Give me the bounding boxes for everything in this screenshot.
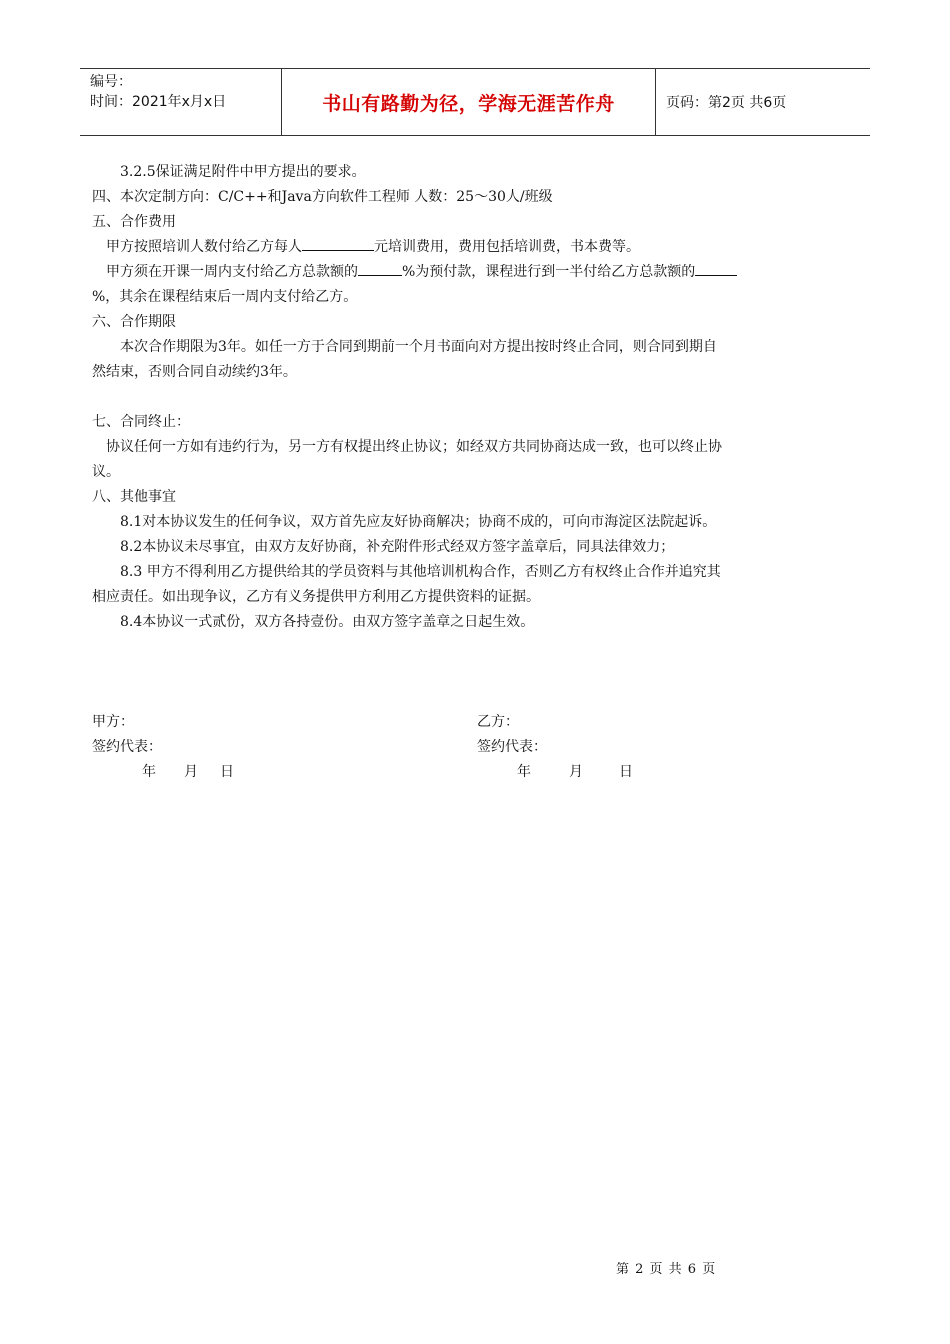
prepay-text-b: %为预付款，课程进行到一半付给乙方总款额的 bbox=[402, 264, 696, 280]
fee-amount-blank bbox=[302, 236, 374, 251]
party-a-date bbox=[92, 760, 234, 785]
contract-body bbox=[92, 160, 854, 635]
party-a-label: 甲方： bbox=[92, 714, 134, 730]
section-5-heading: 五、合作费用 bbox=[92, 214, 176, 230]
header-page-info: 页码：第2页 共6页 bbox=[666, 95, 787, 111]
fee-per-person-line bbox=[92, 235, 854, 260]
clause-8-1: 8.1对本协议发生的任何争议，双方首先应友好协商解决；协商不成的，可向市海淀区法院起诉。 bbox=[120, 514, 717, 530]
party-b-rep-label: 签约代表： bbox=[477, 739, 547, 755]
party-a-rep-label: 签约代表： bbox=[92, 739, 162, 755]
party-b-date bbox=[477, 760, 633, 785]
prepayment-line-cont: %，其余在课程结束后一周内支付给乙方。 bbox=[92, 289, 358, 305]
header-meta bbox=[80, 69, 282, 135]
document-time: 时间：2021年x月x日 bbox=[90, 94, 227, 110]
page-header bbox=[80, 68, 870, 136]
clause-8-4: 8.4本协议一式贰份，双方各持壹份。由双方签字盖章之日起生效。 bbox=[120, 614, 535, 630]
day-label: 日 bbox=[619, 764, 633, 780]
term-text-1: 本次合作期限为3年。如任一方于合同到期前一个月书面向对方提出按时终止合同，则合同到期自 bbox=[120, 339, 717, 355]
page-footer: 第 2 页 共 6 页 bbox=[616, 1262, 717, 1277]
party-a-signature bbox=[92, 710, 234, 785]
section-6-heading: 六、合作期限 bbox=[92, 314, 176, 330]
month-label: 月 bbox=[569, 764, 583, 780]
year-label: 年 bbox=[142, 764, 156, 780]
spacer bbox=[92, 385, 854, 410]
prepayment-line bbox=[92, 260, 854, 285]
prepay-text-a: 甲方须在开课一周内支付给乙方总款额的 bbox=[106, 264, 358, 280]
prepay-percent-blank bbox=[358, 261, 402, 276]
header-motto: 书山有路勤为径，学海无涯苦作舟 bbox=[282, 69, 656, 135]
clause-8-3-a: 8.3 甲方不得利用乙方提供给其的学员资料与其他培训机构合作，否则乙方有权终止合作并追究其 bbox=[120, 564, 721, 580]
termination-text-1: 协议任何一方如有违约行为，另一方有权提出终止协议；如经双方共同协商达成一致，也可以终止协 bbox=[106, 439, 722, 455]
term-text-2: 然结束，否则合同自动续约3年。 bbox=[92, 364, 297, 380]
document-number-label: 编号： bbox=[90, 74, 132, 90]
clause-8-3-b: 相应责任。如出现争议，乙方有义务提供甲方利用乙方提供资料的证据。 bbox=[92, 589, 540, 605]
day-label: 日 bbox=[220, 764, 234, 780]
section-8-heading: 八、其他事宜 bbox=[92, 489, 176, 505]
year-label: 年 bbox=[517, 764, 531, 780]
clause-3-2-5: 3.2.5保证满足附件中甲方提出的要求。 bbox=[120, 164, 366, 180]
midpay-percent-blank bbox=[695, 261, 737, 276]
month-label: 月 bbox=[184, 764, 198, 780]
section-4-direction: 四、本次定制方向：C/C++和Java方向软件工程师 人数：25～30人/班级 bbox=[92, 189, 553, 205]
section-7-heading: 七、合同终止： bbox=[92, 414, 190, 430]
party-b-signature bbox=[477, 710, 633, 785]
termination-text-2: 议。 bbox=[92, 464, 120, 480]
fee-text-b: 元培训费用，费用包括培训费，书本费等。 bbox=[374, 239, 640, 255]
fee-text-a: 甲方按照培训人数付给乙方每人 bbox=[106, 239, 302, 255]
clause-8-2: 8.2本协议未尽事宜，由双方友好协商，补充附件形式经双方签字盖章后，同具法律效力； bbox=[120, 539, 675, 555]
party-b-label: 乙方： bbox=[477, 714, 519, 730]
